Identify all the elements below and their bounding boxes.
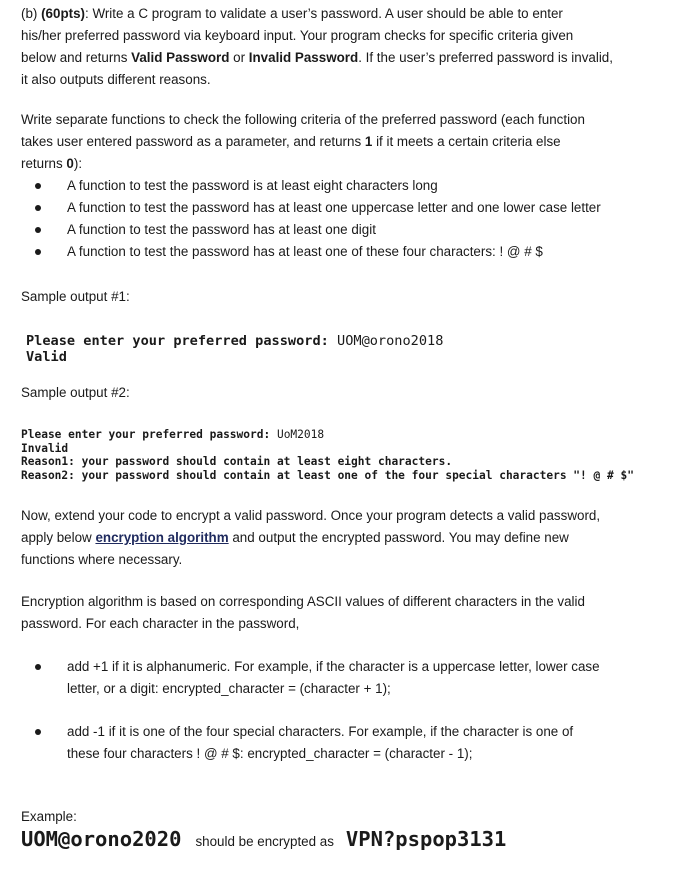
task-line-1: [21, 3, 665, 25]
sample2-heading: [21, 382, 665, 404]
example-heading-text: Example:: [21, 809, 77, 824]
extend-paragraph: [21, 505, 665, 571]
invalid-password-label: Invalid Password: [248, 50, 359, 65]
bullet-icon: [35, 729, 41, 735]
sample1-result: Valid: [26, 349, 67, 365]
sample2-prompt-line: [21, 428, 665, 442]
bullet-icon: [35, 249, 41, 255]
rule-item: [21, 656, 665, 700]
sample1-heading-text: Sample output #1:: [21, 289, 130, 304]
task-text-3b: . If the user’s preferred password is invalid,: [358, 50, 613, 65]
task-line-4: it also outputs different reasons.: [21, 72, 211, 87]
encryption-rule-2: [21, 721, 665, 765]
task-line-2: his/her preferred password via keyboard input. Your program checks for specific criteria given: [21, 28, 574, 43]
example-middle-text: should be encrypted as: [195, 834, 334, 849]
sample2-console: [21, 428, 665, 482]
bullet-icon: [35, 664, 41, 670]
rule-text: add +1 if it is alphanumeric. For example, if the character is a uppercase letter, lower case: [67, 659, 600, 674]
encryption-algorithm-link[interactable]: encryption algorithm: [95, 530, 229, 545]
functions-intro: [21, 109, 665, 175]
return-zero: 0: [66, 156, 74, 171]
extend-line-2: [21, 527, 665, 549]
sample2-input: UoM2018: [270, 428, 325, 441]
functions-text-2a: takes user entered password as a parameter, and returns: [21, 134, 365, 149]
functions-line-3: [21, 153, 665, 175]
criteria-text: A function to test the password is at least eight characters long: [67, 178, 438, 193]
criteria-text: A function to test the password has at least one of these four characters: ! @ # $: [67, 244, 543, 259]
sample2-heading-text: Sample output #2:: [21, 385, 130, 400]
encryption-rule-1: [21, 656, 665, 700]
sample1-prompt: Please enter your preferred password:: [26, 333, 329, 349]
return-one: 1: [364, 134, 373, 149]
or-word: or: [229, 50, 249, 65]
rule-item: [21, 721, 665, 765]
bullet-icon: [35, 227, 41, 233]
functions-line-1: Write separate functions to check the following criteria of the preferred password (each function: [21, 112, 585, 127]
extend-text-2a: apply below: [21, 530, 96, 545]
functions-line-2: [21, 131, 665, 153]
extend-text-2b: and output the encrypted password. You may define new: [228, 530, 569, 545]
task-description: [21, 3, 665, 91]
functions-text-3b: ):: [73, 156, 83, 171]
bullet-icon: [35, 183, 41, 189]
bullet-icon: [35, 205, 41, 211]
algorithm-paragraph: [21, 591, 665, 635]
task-text-1: : Write a C program to validate a user’s password. A user should be able to enter: [85, 6, 563, 21]
sample1-input: UOM@orono2018: [328, 333, 444, 349]
criteria-item: [21, 197, 665, 219]
criteria-item: [21, 219, 665, 241]
sample2-reason1: Reason1: your password should contain at least eight characters.: [21, 455, 453, 468]
sample1-console: [26, 333, 665, 365]
example-input: UOM@orono2020: [21, 827, 182, 851]
extend-line-3: functions where necessary.: [21, 552, 183, 567]
sample2-reason2: Reason2: your password should contain at least one of the four special characters "! @ # $": [21, 468, 634, 482]
part-label: (b): [21, 6, 42, 21]
criteria-list: [21, 175, 665, 263]
extend-line-1: Now, extend your code to encrypt a valid password. Once your program detects a valid password,: [21, 508, 601, 523]
criteria-text: A function to test the password has at least one uppercase letter and one lower case letter: [67, 200, 601, 215]
rule-text: letter, or a digit: encrypted_character = (character + 1);: [67, 681, 391, 696]
algorithm-line-1: Encryption algorithm is based on corresponding ASCII values of different characters in the valid: [21, 594, 585, 609]
rule-text: add -1 if it is one of the four special characters. For example, if the character is one of: [67, 724, 574, 739]
sample1-prompt-line: [26, 333, 665, 349]
sample2-prompt: Please enter your preferred password:: [21, 428, 271, 441]
algorithm-line-2: password. For each character in the password,: [21, 616, 300, 631]
functions-text-2b: if it meets a certain criteria else: [372, 134, 561, 149]
criteria-item: [21, 175, 665, 197]
task-text-3a: below and returns: [21, 50, 132, 65]
example-heading: [21, 806, 665, 828]
example-line: [21, 828, 665, 853]
functions-text-3a: returns: [21, 156, 67, 171]
sample2-result: Invalid: [21, 441, 69, 455]
criteria-item: [21, 241, 665, 263]
rule-text: these four characters ! @ # $: encrypted_character = (character - 1);: [67, 746, 473, 761]
task-line-3: [21, 47, 665, 69]
example-output: VPN?pspop3131: [345, 827, 507, 851]
sample1-heading: [21, 286, 665, 308]
points-label: (60pts): [41, 6, 85, 21]
criteria-text: A function to test the password has at least one digit: [67, 222, 376, 237]
valid-password-label: Valid Password: [131, 50, 230, 65]
